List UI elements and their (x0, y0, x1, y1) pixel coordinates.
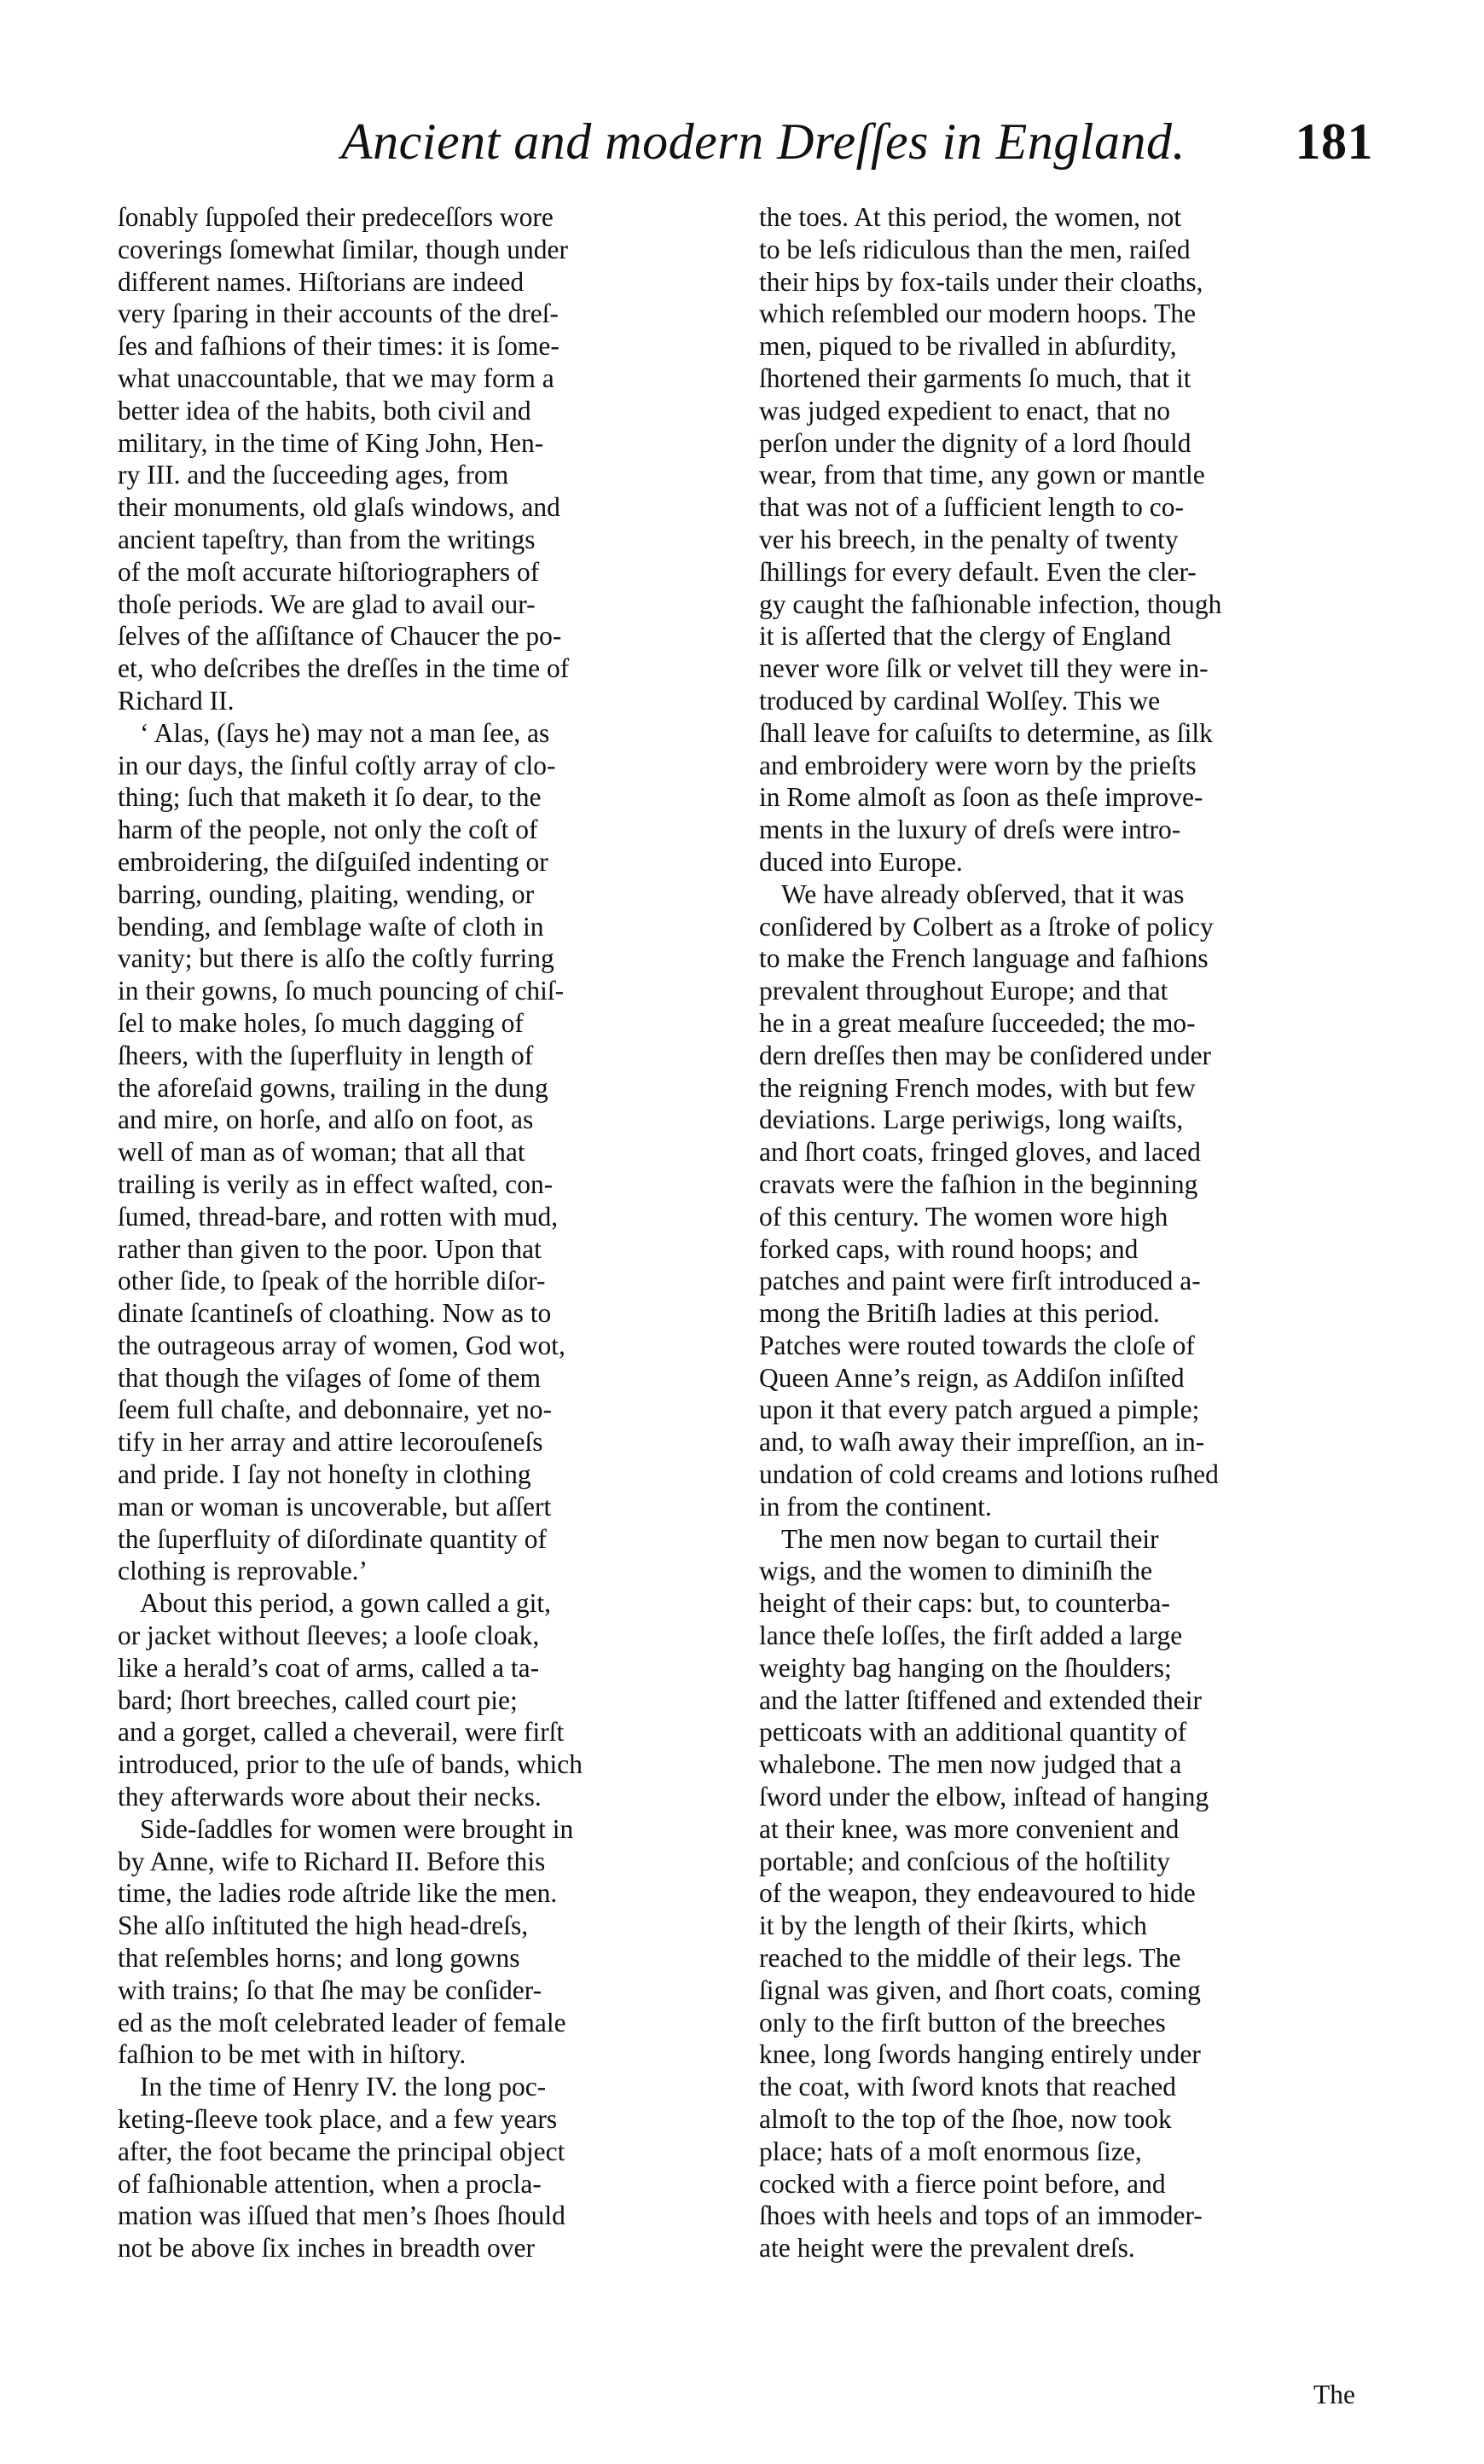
right-column-line: gy caught the faſhionable infection, though (759, 588, 1222, 619)
left-column-line: bard; ſhort breeches, called court pie; (118, 1684, 518, 1715)
left-column-line: vanity; but there is alſo the coſtly furring (118, 943, 554, 974)
left-column-line: About this period, a gown called a git, (140, 1588, 552, 1619)
left-column-line: ſeem full chaſte, and debonnaire, yet no- (118, 1394, 553, 1425)
right-column-line: men, piqued to be rivalled in abſurdity, (759, 331, 1177, 362)
left-column-line: ſes and faſhions of their times: it is ſome- (118, 331, 559, 362)
right-column-line: ver his breech, in the penalty of twenty (759, 524, 1179, 554)
right-column-line: mong the Britiſh ladies at this period. (759, 1298, 1160, 1329)
left-column-line: that though the viſages of ſome of them (118, 1362, 542, 1393)
right-column-line: and embroidery were worn by the prieſts (759, 750, 1197, 780)
right-column-line: ſhortened their garments ſo much, that it (759, 362, 1191, 393)
right-column-line: troduced by cardinal Wolſey. This we (759, 685, 1161, 716)
right-column-line: We have already obſerved, that it was (781, 878, 1185, 909)
right-column-line: was judged expedient to enact, that no (759, 395, 1170, 426)
right-column-line: place; hats of a moſt enormous ſize, (759, 2136, 1142, 2166)
right-column-line: and ſhort coats, fringed gloves, and laced (759, 1137, 1201, 1168)
right-column-line: undation of cold creams and lotions ruſhed (759, 1459, 1219, 1490)
right-column-line: never wore ſilk or velvet till they were in- (759, 653, 1209, 684)
left-column-line: and pride. I ſay not honeſty in clothing (118, 1459, 531, 1490)
left-column-line: ed as the moſt celebrated leader of female (118, 2007, 566, 2038)
left-column-line: and mire, on horſe, and alſo on foot, as (118, 1104, 534, 1135)
left-column-line: time, the ladies rode aſtride like the men. (118, 1878, 558, 1909)
left-column-line: ‘ Alas, (ſays he) may not a man ſee, as (140, 717, 550, 748)
right-column-line: prevalent throughout Europe; and that (759, 976, 1168, 1006)
right-column-line: of the weapon, they endeavoured to hide (759, 1878, 1196, 1909)
right-column-line: ments in the luxury of dreſs were intro- (759, 815, 1181, 845)
left-column-line: In the time of Henry IV. the long poc- (140, 2072, 547, 2102)
left-column-line: ſonably ſuppoſed their predeceſſors wore (118, 202, 554, 232)
left-text-column (118, 201, 732, 2264)
left-column-line: coverings ſomewhat ſimilar, though under (118, 234, 568, 264)
left-column-line: the aforeſaid gowns, trailing in the dung (118, 1072, 548, 1103)
left-column-line: faſhion to be met with in hiſtory. (118, 2039, 467, 2070)
right-column-line: at their knee, was more convenient and (759, 1813, 1180, 1844)
right-column-line: ſignal was given, and ſhort coats, coming (759, 1974, 1201, 2005)
right-column-line: Patches were routed towards the cloſe of (759, 1330, 1195, 1360)
right-column-line: perſon under the dignity of a lord ſhould (759, 427, 1191, 458)
right-column-line: and the latter ſtiffened and extended their (759, 1684, 1202, 1715)
left-column-line: not be above ſix inches in breadth over (118, 2233, 535, 2264)
page-number: 181 (1295, 113, 1373, 170)
right-column-line: the toes. At this period, the women, not (759, 202, 1182, 232)
right-column-line: which reſembled our modern hoops. The (759, 299, 1197, 329)
right-column-line: knee, long ſwords hanging entirely under (759, 2039, 1201, 2070)
right-column-line: upon it that every patch argued a pimple; (759, 1394, 1200, 1425)
left-column-line: ſel to make holes, ſo much dagging of (118, 1007, 524, 1038)
left-column-line: ry III. and the ſucceeding ages, from (118, 460, 509, 490)
left-column-line: different names. Hiſtorians are indeed (118, 266, 525, 297)
right-column-line: ſhoes with heels and tops of an immoder- (759, 2200, 1203, 2231)
left-column-line: thoſe periods. We are glad to avail our- (118, 588, 536, 619)
left-column-line: other ſide, to ſpeak of the horrible diſor- (118, 1266, 546, 1296)
right-column-line: petticoats with an additional quantity of (759, 1717, 1187, 1748)
right-column-line: to make the French language and faſhions (759, 943, 1209, 974)
right-column-line: weighty bag hanging on the ſhoulders; (759, 1652, 1172, 1683)
right-column-line: forked caps, with round hoops; and (759, 1233, 1139, 1264)
left-column-line: what unaccountable, that we may form a (118, 362, 554, 393)
left-column-line: embroidering, the diſguiſed indenting or (118, 846, 548, 877)
left-column-line: by Anne, wife to Richard II. Before this (118, 1846, 546, 1876)
right-column-line: it by the length of their ſkirts, which (759, 1910, 1147, 1941)
left-column-line: bending, and ſemblage waſte of cloth in (118, 911, 544, 942)
right-column-line: wigs, and the women to diminiſh the (759, 1556, 1153, 1586)
left-column-line: thing; ſuch that maketh it ſo dear, to the (118, 782, 542, 813)
left-column-line: in our days, the ſinful coſtly array of clo- (118, 750, 556, 780)
left-column-line: and a gorget, called a cheverail, were firſt (118, 1717, 565, 1748)
left-column-line: the ſuperfluity of diſordinate quantity of (118, 1523, 548, 1554)
right-text-column (759, 201, 1373, 2264)
right-column-line: ſhall leave for caſuiſts to determine, as ſilk (759, 717, 1213, 748)
left-column-line: after, the foot became the principal object (118, 2136, 565, 2166)
left-column-line: trailing is verily as in effect waſted, con- (118, 1168, 554, 1199)
right-column-line: portable; and conſcious of the hoſtility (759, 1846, 1171, 1876)
left-column-line: Side-ſaddles for women were brought in (140, 1813, 574, 1844)
left-column-line: rather than given to the poor. Upon that (118, 1233, 542, 1264)
right-column-line: duced into Europe. (759, 846, 963, 877)
left-column-line: man or woman is uncoverable, but aſſert (118, 1491, 552, 1522)
running-header (341, 113, 1373, 181)
right-column-line: deviations. Large periwigs, long waiſts, (759, 1104, 1184, 1135)
left-column-line: of the moſt accurate hiſtoriographers of (118, 556, 540, 587)
right-column-line: The men now began to curtail their (781, 1523, 1159, 1554)
left-column-line: like a herald’s coat of arms, called a ta- (118, 1652, 540, 1683)
right-column-line: it is aſſerted that the clergy of England (759, 621, 1172, 652)
left-column-line: Richard II. (118, 685, 235, 716)
left-column-line: ancient tapeſtry, than from the writings (118, 524, 536, 554)
right-column-line: lance theſe loſſes, the firſt added a large (759, 1620, 1183, 1651)
left-column-line: well of man as of woman; that all that (118, 1137, 525, 1168)
left-column-line: harm of the people, not only the coſt of (118, 815, 538, 845)
right-column-line: he in a great meaſure ſucceeded; the mo- (759, 1007, 1196, 1038)
right-column-line: wear, from that time, any gown or mantle (759, 460, 1205, 490)
left-column-line: they afterwards wore about their necks. (118, 1782, 542, 1812)
right-column-line: reached to the middle of their legs. The (759, 1943, 1181, 1974)
left-column-line: military, in the time of King John, Hen- (118, 427, 544, 458)
left-column-line: of faſhionable attention, when a procla- (118, 2168, 542, 2199)
left-column-line: introduced, prior to the uſe of bands, which (118, 1749, 583, 1780)
right-column-line: the coat, with ſword knots that reached (759, 2072, 1176, 2102)
page-title: Ancient and modern Dreſſes in England. (341, 113, 1185, 170)
left-column-line: very ſparing in their accounts of the dreſ- (118, 299, 559, 329)
left-column-line: or jacket without ſleeves; a looſe cloak, (118, 1620, 540, 1651)
left-column-line: ſelves of the aſſiſtance of Chaucer the po- (118, 621, 562, 652)
right-column-line: ate height were the prevalent dreſs. (759, 2233, 1135, 2264)
right-column-line: of this century. The women wore high (759, 1201, 1168, 1232)
right-column-line: and, to waſh away their impreſſion, an in- (759, 1427, 1205, 1458)
left-column-line: tify in her array and attire lecorouſeneſs (118, 1427, 543, 1458)
left-column-line: clothing is reprovable.’ (118, 1556, 368, 1586)
left-column-line: She alſo inſtituted the high head-dreſs, (118, 1910, 529, 1941)
right-column-line: dern dreſſes then may be conſidered under (759, 1040, 1212, 1070)
right-column-line: their hips by fox-tails under their cloaths, (759, 266, 1203, 297)
right-column-line: height of their caps: but, to counterba- (759, 1588, 1170, 1619)
left-column-line: ſumed, thread-bare, and rotten with mud, (118, 1201, 559, 1232)
left-column-line: their monuments, old glaſs windows, and (118, 492, 560, 523)
right-column-line: almoſt to the top of the ſhoe, now took (759, 2104, 1172, 2135)
right-column-line: the reigning French modes, with but few (759, 1072, 1196, 1103)
right-column-line: whalebone. The men now judged that a (759, 1749, 1182, 1780)
right-column-line: cravats were the faſhion in the beginning (759, 1168, 1198, 1199)
left-column-line: et, who deſcribes the dreſſes in the time of (118, 653, 570, 684)
catchword: The (1313, 2380, 1355, 2409)
left-column-line: dinate ſcantineſs of cloathing. Now as to (118, 1298, 552, 1329)
left-column-line: keting-ſleeve took place, and a few years (118, 2104, 558, 2135)
left-column-line: mation was iſſued that men’s ſhoes ſhould (118, 2200, 565, 2231)
right-column-line: cocked with a fierce point before, and (759, 2168, 1166, 2199)
right-column-line: patches and paint were firſt introduced a- (759, 1266, 1201, 1296)
right-column-line: Queen Anne’s reign, as Addiſon inſiſted (759, 1362, 1185, 1393)
left-column-line: with trains; ſo that ſhe may be conſider- (118, 1974, 542, 2005)
left-column-line: ſheers, with the ſuperfluity in length of (118, 1040, 534, 1070)
left-column-line: in their gowns, ſo much pouncing of chiſ- (118, 976, 565, 1006)
right-column-line: conſidered by Colbert as a ſtroke of policy (759, 911, 1214, 942)
left-column-line: that reſembles horns; and long gowns (118, 1943, 520, 1974)
left-column-line: better idea of the habits, both civil and (118, 395, 531, 426)
left-column-line: barring, ounding, plaiting, wending, or (118, 878, 535, 909)
left-column-line: the outrageous array of women, God wot, (118, 1330, 565, 1360)
right-column-line: ſhillings for every default. Even the cler- (759, 556, 1197, 587)
right-column-line: in Rome almoſt as ſoon as theſe improve- (759, 782, 1203, 813)
right-column-line: to be leſs ridiculous than the men, raiſed (759, 234, 1191, 264)
right-column-line: only to the firſt button of the breeches (759, 2007, 1166, 2038)
right-column-line: in from the continent. (759, 1491, 992, 1522)
right-column-line: ſword under the elbow, inſtead of hanging (759, 1782, 1209, 1812)
right-column-line: that was not of a ſufficient length to co- (759, 492, 1185, 523)
